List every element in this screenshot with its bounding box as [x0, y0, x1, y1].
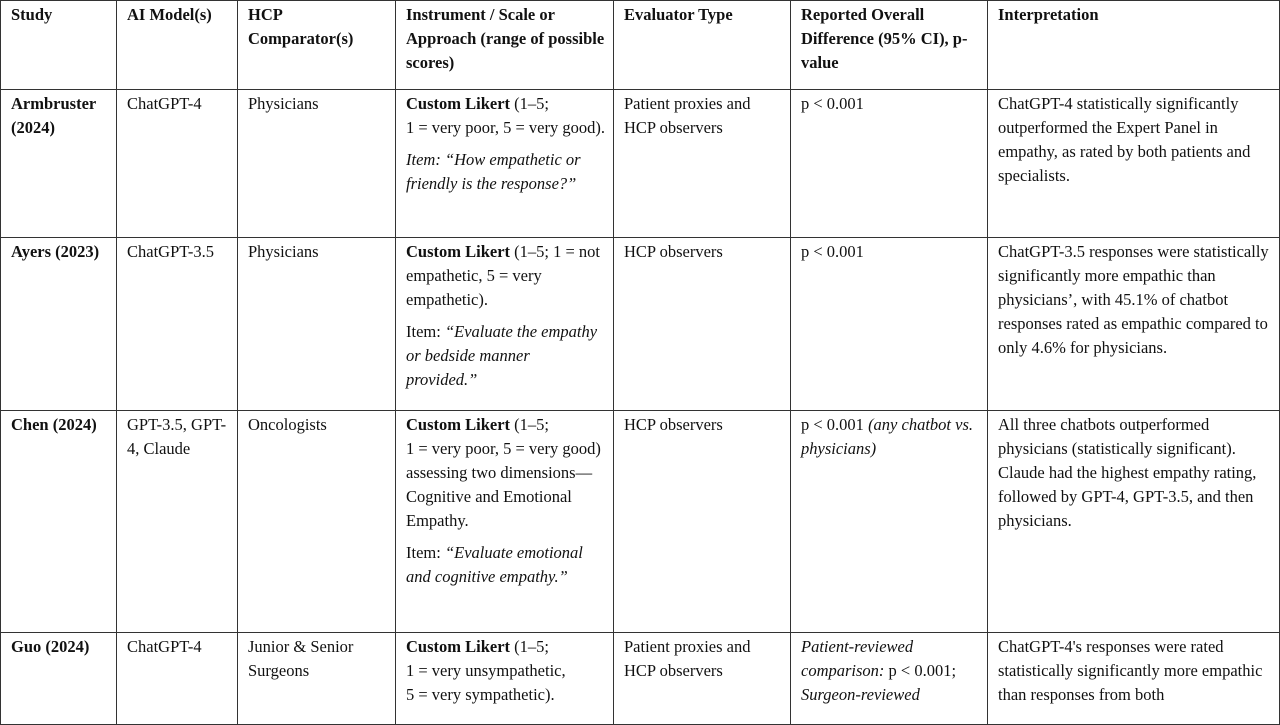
cell-evaluator: HCP observers — [614, 411, 791, 633]
difference-label: Patient-reviewed comparison: — [801, 637, 914, 680]
difference-value: p < 0.001; — [888, 661, 957, 680]
cell-instrument — [396, 633, 614, 725]
cell-ai-model: GPT-3.5, GPT-4, Claude — [117, 411, 238, 633]
cell-study: Ayers (2023) — [1, 238, 117, 411]
instrument-item-label: Item: — [406, 543, 445, 562]
cell-evaluator: HCP observers — [614, 238, 791, 411]
cell-interpretation: ChatGPT-4 statistically significantly outperformed the Expert Panel in empathy, as rated by both patients and specialists. — [988, 90, 1280, 238]
difference-note: (any chatbot vs. physicians) — [801, 415, 973, 458]
header-hcp-comparators: HCP Comparator(s) — [238, 1, 396, 90]
cell-interpretation: All three chatbots outperformed physicians (statistically significant). Claude had the highest empathy rating, followed by GPT-4, GPT-3.5, and then physicians. — [988, 411, 1280, 633]
header-reported-difference: Reported Overall Difference (95% CI), p-value — [791, 1, 988, 90]
header-study: Study — [1, 1, 117, 90]
instrument-range: (1–5; 1 = very poor, 5 = very good). — [406, 94, 605, 137]
cell-interpretation: ChatGPT-4's responses were rated statistically significantly more empathic than responses from both — [988, 633, 1280, 725]
cell-instrument — [396, 90, 614, 238]
cell-difference — [791, 411, 988, 633]
header-evaluator-type: Evaluator Type — [614, 1, 791, 90]
instrument-item: Item: “How empathetic or friendly is the response?” — [406, 150, 581, 193]
table-row — [1, 411, 1280, 633]
header-instrument: Instrument / Scale or Approach (range of possible scores) — [396, 1, 614, 90]
cell-difference — [791, 90, 988, 238]
instrument-name: Custom Likert — [406, 637, 511, 656]
table-row — [1, 90, 1280, 238]
cell-evaluator: Patient proxies and HCP observers — [614, 90, 791, 238]
instrument-range: (1–5; 1 = very unsympathetic, 5 = very sympathetic). — [406, 637, 566, 704]
cell-study: Guo (2024) — [1, 633, 117, 725]
cell-comparator: Oncologists — [238, 411, 396, 633]
difference-value: p < 0.001 — [801, 242, 864, 261]
cell-difference — [791, 238, 988, 411]
cell-difference — [791, 633, 988, 725]
table-header-row — [1, 1, 1280, 90]
instrument-name: Custom Likert — [406, 415, 511, 434]
instrument-range: (1–5; 1 = not empathetic, 5 = very empathetic). — [406, 242, 601, 309]
instrument-range: (1–5; 1 = very poor, 5 = very good) assessing two dimensions—Cognitive and Emotional Empathy. — [406, 415, 601, 530]
cell-comparator: Junior & Senior Surgeons — [238, 633, 396, 725]
header-ai-models: AI Model(s) — [117, 1, 238, 90]
table-row — [1, 633, 1280, 725]
instrument-name: Custom Likert — [406, 242, 511, 261]
cell-comparator: Physicians — [238, 238, 396, 411]
cell-ai-model: ChatGPT-4 — [117, 633, 238, 725]
cell-interpretation: ChatGPT-3.5 responses were statistically significantly more empathic than physicians’, with 45.1% of chatbot responses rated as empathic compared to only 4.6% for physicians. — [988, 238, 1280, 411]
instrument-item: “Evaluate the empathy or bedside manner provided.” — [406, 322, 598, 389]
cell-instrument — [396, 411, 614, 633]
cell-study: Chen (2024) — [1, 411, 117, 633]
cell-comparator: Physicians — [238, 90, 396, 238]
difference-value: p < 0.001 — [801, 415, 869, 434]
table-row — [1, 238, 1280, 411]
cell-evaluator: Patient proxies and HCP observers — [614, 633, 791, 725]
cell-study: Armbruster (2024) — [1, 90, 117, 238]
header-interpretation: Interpretation — [988, 1, 1280, 90]
instrument-item: “Evaluate emotional and cognitive empathy.” — [406, 543, 583, 586]
cell-instrument — [396, 238, 614, 411]
cell-ai-model: ChatGPT-4 — [117, 90, 238, 238]
difference-value: p < 0.001 — [801, 94, 864, 113]
instrument-item-label: Item: — [406, 322, 445, 341]
instrument-name: Custom Likert — [406, 94, 511, 113]
cell-ai-model: ChatGPT-3.5 — [117, 238, 238, 411]
difference-note: Surgeon-reviewed — [801, 685, 920, 704]
